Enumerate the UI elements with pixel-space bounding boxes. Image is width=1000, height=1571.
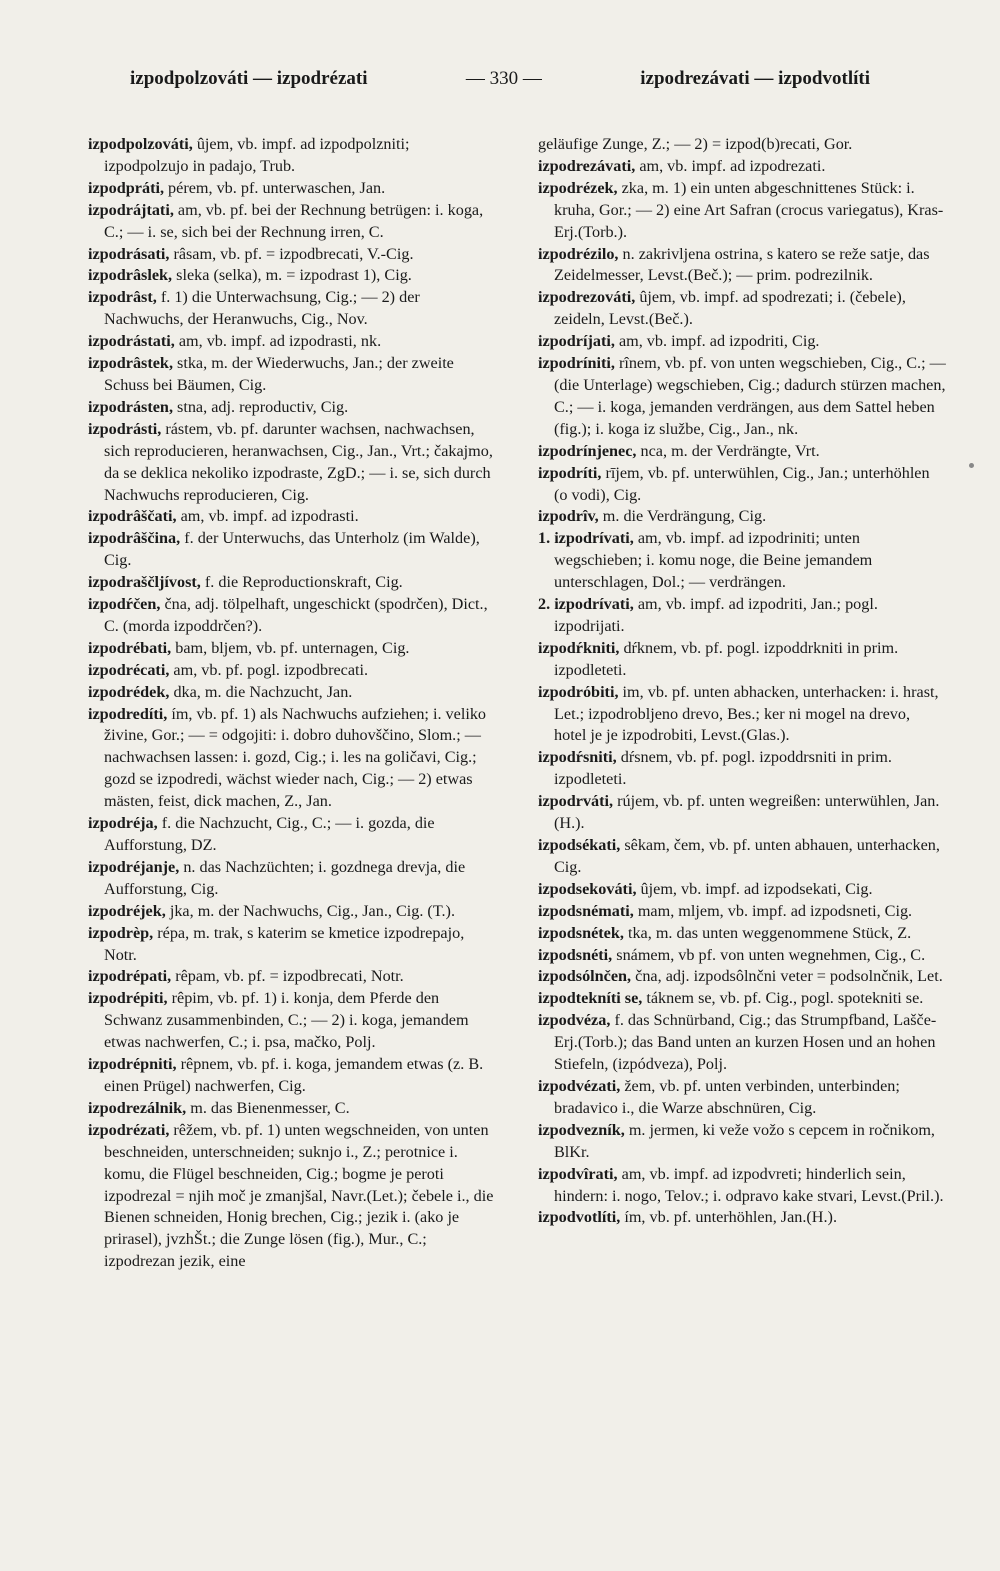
dictionary-entry — [538, 287, 946, 331]
entry-definition: rînem, vb. pf. von unten wegschieben, Cig., C.; — (die Unterlage) wegschieben, Cig.; dadurch stürzen machen, C.; — i. koga, jemanden verdrängen, aus dem Sattel heben (fig.); i. koga iz službe, Cig., Jan., nk. — [554, 354, 946, 438]
entry-headword: izpodríti, — [538, 463, 602, 482]
dictionary-entry — [88, 988, 496, 1054]
entry-definition: rújem, vb. pf. unten wegreißen: unterwühlen, Jan.(H.). — [554, 792, 940, 833]
entry-definition: pérem, vb. pf. unterwaschen, Jan. — [168, 178, 386, 197]
entry-headword: izpodrépati, — [88, 967, 172, 986]
entry-definition: am, vb. impf. ad izpodvreti; hinderlich sein, hindern: i. nogo, Telov.; i. odpravo kake stvari, Levst.(Pril.). — [554, 1164, 944, 1205]
dictionary-entry — [88, 594, 496, 638]
entry-definition: zka, m. 1) ein unten abgeschnittenes Stück: i. kruha, Gor.; — 2) eine Art Safran (crocus variegatus), Kras-Erj.(Torb.). — [554, 178, 944, 241]
entry-definition: žem, vb. pf. unten verbinden, unterbinden; bradavico i., die Warze abschnüren, Cig. — [554, 1076, 900, 1117]
dictionary-entry — [88, 287, 496, 331]
entry-definition: sleka (selka), m. = izpodrast 1), Cig. — [176, 266, 412, 285]
entry-headword: izpodŕkniti, — [538, 638, 620, 657]
entry-definition: f. das Schnürband, Cig.; das Strumpfband, Lašče-Erj.(Torb.); das Band unten an kurzen Hosen und an hohen Stiefeln, (izpódveza), Polj. — [554, 1011, 937, 1074]
entry-definition: râsam, vb. pf. = izpodbrecati, V.-Cig. — [173, 244, 414, 263]
dictionary-entry — [538, 835, 946, 879]
entry-headword: izpodrezováti, — [538, 288, 636, 307]
entry-headword: izpodrécati, — [88, 660, 170, 679]
entry-headword: izpodredíti, — [88, 704, 168, 723]
entry-definition: f. 1) die Unterwachsung, Cig.; — 2) der Nachwuchs, der Heranwuchs, Cig., Nov. — [104, 288, 420, 329]
dictionary-entry — [88, 682, 496, 704]
dictionary-entry — [538, 1164, 946, 1208]
entry-definition: m. das Bienenmesser, C. — [190, 1098, 350, 1117]
entry-definition: f. der Unterwuchs, das Unterholz (im Walde), Cig. — [104, 529, 480, 570]
entry-headword: izpodsekováti, — [538, 879, 637, 898]
dictionary-entry — [88, 200, 496, 244]
dictionary-entry — [538, 441, 946, 463]
entry-headword: 2. izpodrívati, — [538, 595, 634, 614]
entry-definition: čna, adj. izpodsôlnčni veter = podsolnčnik, Let. — [635, 967, 943, 986]
entry-definition: tka, m. das unten weggenommene Stück, Z. — [627, 923, 912, 942]
entry-headword: izpodrezálnik, — [88, 1098, 187, 1117]
left-column — [88, 134, 496, 1273]
entry-definition: rástem, vb. pf. darunter wachsen, nachwachsen, sich reproducieren, heranwachsen, Cig., Jan., Vrt.; čakajmo, da se deklica nekoliko izpodraste, ZgD.; — i. se, sich durch Nachwuchs reproducieren, Cig. — [104, 419, 493, 504]
entry-definition: stna, adj. reproductiv, Cig. — [177, 397, 349, 416]
dictionary-entry — [88, 353, 496, 397]
dictionary-entry — [538, 747, 946, 791]
entry-headword: izpodsólnčen, — [538, 967, 632, 986]
dictionary-entry — [538, 682, 946, 748]
entry-headword: izpodrâščati, — [88, 507, 177, 526]
dictionary-entry — [88, 923, 496, 967]
dictionary-entry — [538, 791, 946, 835]
entry-headword: 1. izpodrívati, — [538, 529, 634, 548]
entry-definition: dŕsnem, vb. pf. pogl. izpoddrsniti in prim. izpodleteti. — [554, 748, 892, 789]
entry-definition: dka, m. die Nachzucht, Jan. — [173, 682, 353, 701]
entry-definition: am, vb. pf. pogl. izpodbrecati. — [173, 660, 369, 679]
entry-definition: ûjem, vb. impf. ad izpodsekati, Cig. — [640, 879, 873, 898]
entry-definition: mam, mljem, vb. impf. ad izpodsneti, Cig. — [637, 901, 913, 920]
header-right: izpodrezávati — izpodvotlíti — [640, 68, 870, 89]
entry-definition: am, vb. impf. ad izpodrasti. — [180, 507, 359, 526]
dictionary-entry — [88, 506, 496, 528]
dictionary-entry — [88, 704, 496, 814]
entry-headword: izpodrájtati, — [88, 200, 174, 219]
entry-headword: izpodríjati, — [538, 332, 615, 351]
entry-headword: izpodtekníti se, — [538, 989, 643, 1008]
entry-headword: izpodrínjenec, — [538, 441, 637, 460]
entry-definition: rêpnem, vb. pf. i. koga, jemandem etwas (z. B. einen Prügel) nachwerfen, Cig. — [104, 1055, 484, 1095]
entry-definition: ím, vb. pf. 1) als Nachwuchs aufziehen; i. veliko živine, Gor.; — = odgojiti: i. dobro duhovščino, Slom.; — nachwachsen lassen: i. gozd, Cig.; i. les na goličavi, Cig.; gozd se izpodredi, wächst wieder nach, Cig.; — 2) etwas mästen, feist, dick machen, Z., Jan. — [104, 704, 487, 811]
entry-definition: am, vb. pf. bei der Rechnung betrügen: i. koga, C.; — i. se, sich bei der Rechnung irren, C. — [104, 200, 484, 241]
dictionary-entry — [538, 134, 946, 156]
entry-headword: izpodvotlíti, — [538, 1208, 621, 1227]
entry-headword: izpodsnémati, — [538, 901, 634, 920]
entry-definition: am, vb. impf. ad izpodriniti; unten wegschieben; i. komu noge, die Beine jemandem unterschlagen, Dol.; — verdrängen. — [554, 529, 873, 592]
entry-headword: izpodrezávati, — [538, 156, 636, 175]
entry-definition: répa, m. trak, s katerim se kmetice izpodrepajo, Notr. — [104, 923, 465, 964]
entry-headword: izpodrébati, — [88, 638, 172, 657]
entry-headword: izpodsnéti, — [538, 945, 613, 964]
dictionary-entry — [538, 945, 946, 967]
entry-definition: rījem, vb. pf. unterwühlen, Cig., Jan.; unterhöhlen (o vodi), Cig. — [554, 463, 930, 504]
entry-headword: izpodréja, — [88, 814, 158, 833]
dictionary-entry — [538, 353, 946, 441]
entry-headword: izpodréjek, — [88, 901, 166, 920]
entry-headword: izpodŕčen, — [88, 595, 161, 614]
entry-definition: am, vb. impf. ad izpodrasti, nk. — [178, 332, 382, 351]
entry-headword: izpodvéza, — [538, 1011, 611, 1030]
entry-headword: izpodrézilo, — [538, 244, 619, 263]
entry-definition: m. die Verdrängung, Cig. — [602, 507, 767, 526]
dictionary-entry — [88, 1098, 496, 1120]
dictionary-entry — [538, 528, 946, 594]
dictionary-entry — [538, 244, 946, 288]
entry-headword: izpodsnétek, — [538, 923, 624, 942]
entry-definition: ím, vb. pf. unterhöhlen, Jan.(H.). — [624, 1208, 837, 1227]
entry-definition: čna, adj. tölpelhaft, ungeschickt (spodrčen), Dict., C. (morda izpoddrčen?). — [104, 595, 488, 635]
dictionary-entry — [88, 134, 496, 178]
dictionary-entry — [538, 638, 946, 682]
entry-headword: izpodpráti, — [88, 178, 164, 197]
dictionary-entry — [88, 331, 496, 353]
entry-definition: n. das Nachzüchten; i. gozdnega drevja, die Aufforstung, Cig. — [104, 857, 466, 898]
entry-headword: izpodrépniti, — [88, 1055, 177, 1074]
entry-headword: izpodrásti, — [88, 419, 162, 438]
entry-definition: n. zakrivljena ostrina, s katero se reže satje, das Zeidelmesser, Levst.(Beč.); — prim. podrezilnik. — [554, 244, 930, 285]
dictionary-entry — [88, 1054, 496, 1098]
dictionary-entry — [88, 244, 496, 266]
dictionary-entry — [538, 1207, 946, 1229]
entry-definition: stka, m. der Wiederwuchs, Jan.; der zweite Schuss bei Bäumen, Cig. — [104, 354, 454, 394]
dictionary-entry — [88, 265, 496, 287]
entry-headword: izpodrèp, — [88, 923, 154, 942]
entry-definition: am, vb. impf. ad izpodriti, Cig. — [618, 332, 820, 351]
entry-definition: dŕknem, vb. pf. pogl. izpoddrkniti in prim. izpodleteti. — [554, 638, 899, 679]
entry-headword: izpodsékati, — [538, 836, 621, 854]
margin-dot — [969, 463, 974, 468]
dictionary-entry — [88, 638, 496, 660]
dictionary-entry — [538, 879, 946, 901]
entry-definition: am, vb. impf. ad izpodriti, Jan.; pogl. izpodrijati. — [554, 595, 878, 635]
entry-headword: izpodrâslek, — [88, 266, 173, 285]
entry-definition: rêpim, vb. pf. 1) i. konja, dem Pferde den Schwanz zusammenbinden, C.; — 2) i. koga, jemandem etwas nachwerfen, C.; i. psa, mačko, Polj. — [104, 989, 469, 1052]
dictionary-entry — [538, 988, 946, 1010]
entry-headword: izpodrâščina, — [88, 529, 181, 548]
entry-headword: izpodréjanje, — [88, 857, 180, 876]
entry-headword: izpodrâst, — [88, 288, 157, 307]
dictionary-entry — [538, 331, 946, 353]
dictionary-entry — [538, 1076, 946, 1120]
dictionary-entry — [538, 178, 946, 244]
entry-headword: izpodrástati, — [88, 332, 175, 351]
entry-definition: nca, m. der Verdrängte, Vrt. — [640, 441, 820, 460]
entry-headword: izpodrézek, — [538, 178, 618, 197]
entry-headword: izpodrváti, — [538, 792, 614, 811]
dictionary-entry — [538, 901, 946, 923]
entry-definition: f. die Reproductionskraft, Cig. — [204, 573, 403, 592]
entry-headword: izpodrîv, — [538, 507, 599, 526]
dictionary-entry — [88, 966, 496, 988]
dictionary-entry — [538, 463, 946, 507]
dictionary-entry — [88, 660, 496, 682]
entry-headword: izpodvîrati, — [538, 1164, 618, 1183]
dictionary-entry — [88, 419, 496, 507]
dictionary-entry — [538, 966, 946, 988]
entry-headword: izpodrâstek, — [88, 354, 173, 373]
dictionary-entry — [538, 594, 946, 638]
dictionary-entry — [88, 1120, 496, 1273]
entry-definition: geläufige Zunge, Z.; — 2) = izpod(b)recati, Gor. — [538, 135, 853, 153]
entry-definition: jka, m. der Nachwuchs, Cig., Jan., Cig. (T.). — [169, 901, 455, 920]
entry-headword: izpodrásati, — [88, 244, 170, 263]
dictionary-entry — [538, 923, 946, 945]
dictionary-entry — [88, 901, 496, 923]
right-column — [538, 134, 946, 1229]
dictionary-entry — [88, 813, 496, 857]
entry-definition: ûjem, vb. impf. ad izpodpolzniti; izpodpolzujo in padajo, Trub. — [104, 135, 410, 175]
dictionary-entry — [88, 572, 496, 594]
entry-definition: ûjem, vb. impf. ad spodrezati; i. (čebele), zeideln, Levst.(Beč.). — [554, 288, 906, 329]
entry-definition: táknem se, vb. pf. Cig., pogl. spotekniti se. — [646, 989, 924, 1008]
dictionary-entry — [538, 506, 946, 528]
running-header — [130, 68, 870, 90]
entry-headword: izpodraščljívost, — [88, 573, 201, 592]
entry-headword: izpodróbiti, — [538, 682, 619, 701]
entry-headword: izpodrédek, — [88, 682, 170, 701]
entry-definition: im, vb. pf. unten abhacken, unterhacken: i. hrast, Let.; izpodrobljeno drevo, Bes.; ker ni mogel na drevo, hotel je je izpodrobiti, Levst.(Glas.). — [554, 682, 939, 745]
entry-headword: izpodrézati, — [88, 1120, 170, 1139]
page-number: — 330 — — [465, 68, 542, 89]
entry-definition: bam, bljem, vb. pf. unternagen, Cig. — [175, 638, 410, 657]
dictionary-entry — [538, 1120, 946, 1164]
entry-headword: izpodrásten, — [88, 397, 173, 416]
entry-definition: m. jermen, ki veže vožo s cepcem in ročnikom, BlKr. — [554, 1120, 935, 1161]
entry-definition: sêkam, čem, vb. pf. unten abhauen, unterhacken, Cig. — [554, 836, 940, 876]
dictionary-entry — [538, 1010, 946, 1076]
header-left: izpodpolzováti — izpodrézati — [130, 68, 368, 89]
entry-definition: rêžem, vb. pf. 1) unten wegschneiden, von unten beschneiden, unterschneiden; suknjo i., Z.; perotnice i. komu, die Flügel beschneiden, Cig.; bogme je peroti izpodrezal = njih moč je zmanjšal, Navr.(Let.); čebele i., die Bienen schneiden, Honig brechen, Cig.; jezik i. (ako je prirasel), jvzhŠt.; die Zunge lösen (fig.), Mur., C.; izpodrezan jezik, eine — [104, 1120, 494, 1271]
dictionary-entry — [538, 156, 946, 178]
dictionary-entry — [88, 528, 496, 572]
entry-headword: izpodpolzováti, — [88, 135, 193, 153]
entry-definition: am, vb. impf. ad izpodrezati. — [639, 156, 826, 175]
dictionary-entry — [88, 397, 496, 419]
entry-headword: izpodŕsniti, — [538, 748, 617, 767]
dictionary-entry — [88, 857, 496, 901]
entry-headword: izpodvezník, — [538, 1120, 625, 1139]
dictionary-entry — [88, 178, 496, 200]
entry-headword: izpodvézati, — [538, 1076, 621, 1095]
entry-definition: f. die Nachzucht, Cig., C.; — i. gozda, die Aufforstung, DZ. — [104, 814, 435, 854]
entry-headword: izpodrépiti, — [88, 989, 168, 1008]
entry-headword: izpodríniti, — [538, 354, 615, 373]
entry-definition: rêpam, vb. pf. = izpodbrecati, Notr. — [175, 967, 404, 986]
entry-definition: snámem, vb pf. von unten wegnehmen, Cig., C. — [616, 945, 926, 964]
